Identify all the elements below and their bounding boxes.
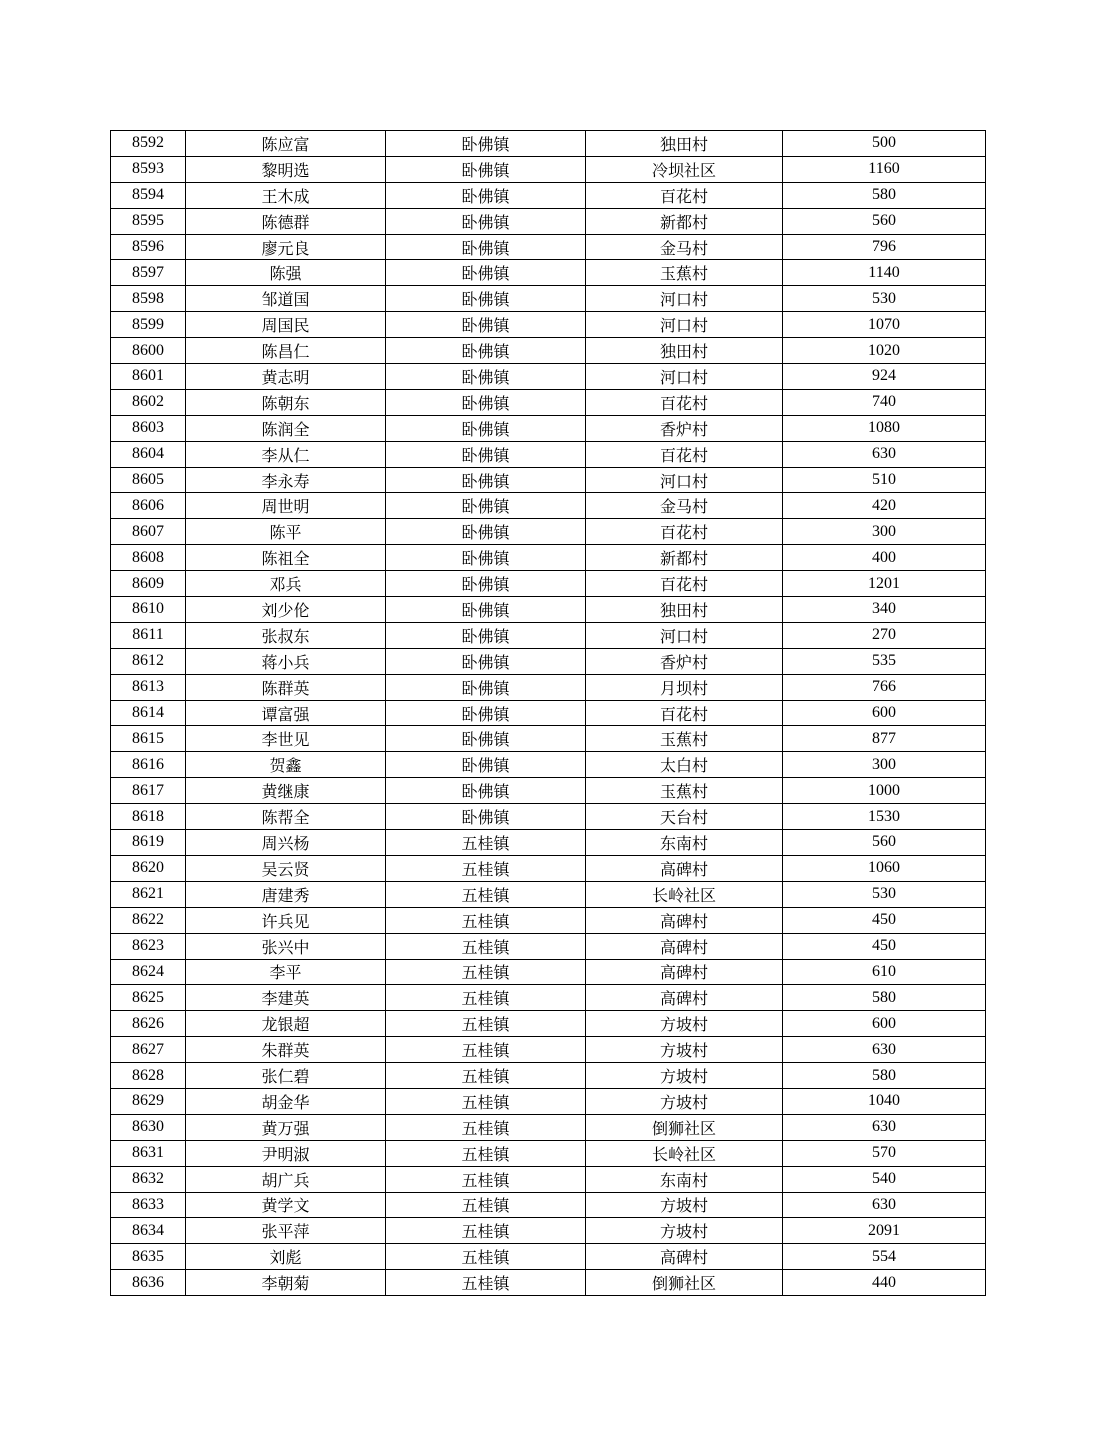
cell-id: 8615 [111,726,186,752]
cell-name: 贺鑫 [186,752,386,778]
cell-town: 卧佛镇 [386,389,586,415]
cell-village: 高碑村 [586,959,783,985]
cell-name: 陈群英 [186,674,386,700]
cell-amount: 766 [783,674,986,700]
cell-id: 8606 [111,493,186,519]
cell-id: 8632 [111,1166,186,1192]
cell-name: 陈昌仁 [186,338,386,364]
cell-town: 五桂镇 [386,985,586,1011]
cell-id: 8616 [111,752,186,778]
cell-amount: 580 [783,182,986,208]
cell-amount: 630 [783,1192,986,1218]
table-row [111,1011,986,1037]
cell-id: 8624 [111,959,186,985]
table-row [111,571,986,597]
table-row [111,752,986,778]
cell-village: 东南村 [586,830,783,856]
table-row [111,648,986,674]
cell-town: 五桂镇 [386,933,586,959]
table-row [111,1037,986,1063]
cell-village: 玉蕉村 [586,726,783,752]
cell-town: 卧佛镇 [386,752,586,778]
cell-name: 周世明 [186,493,386,519]
cell-amount: 450 [783,933,986,959]
cell-town: 卧佛镇 [386,700,586,726]
cell-town: 卧佛镇 [386,234,586,260]
cell-town: 卧佛镇 [386,571,586,597]
cell-name: 朱群英 [186,1037,386,1063]
cell-amount: 530 [783,286,986,312]
cell-town: 五桂镇 [386,1114,586,1140]
cell-village: 高碑村 [586,985,783,1011]
cell-id: 8635 [111,1244,186,1270]
cell-village: 天台村 [586,804,783,830]
cell-village: 倒狮社区 [586,1270,783,1296]
cell-town: 五桂镇 [386,907,586,933]
cell-town: 卧佛镇 [386,622,586,648]
cell-village: 倒狮社区 [586,1114,783,1140]
table-row [111,338,986,364]
cell-id: 8592 [111,131,186,157]
table-row [111,1063,986,1089]
table-row [111,907,986,933]
cell-town: 五桂镇 [386,1063,586,1089]
cell-name: 李永寿 [186,467,386,493]
cell-amount: 300 [783,752,986,778]
cell-village: 独田村 [586,338,783,364]
cell-village: 独田村 [586,597,783,623]
cell-amount: 2091 [783,1218,986,1244]
table-row [111,933,986,959]
table-row [111,1244,986,1270]
cell-village: 百花村 [586,441,783,467]
table-row [111,519,986,545]
cell-id: 8621 [111,881,186,907]
cell-name: 李世见 [186,726,386,752]
table-row [111,260,986,286]
cell-town: 五桂镇 [386,1088,586,1114]
cell-name: 刘彪 [186,1244,386,1270]
cell-name: 陈强 [186,260,386,286]
cell-town: 卧佛镇 [386,364,586,390]
cell-town: 五桂镇 [386,855,586,881]
cell-town: 五桂镇 [386,1270,586,1296]
table-row [111,726,986,752]
table-row [111,1218,986,1244]
cell-village: 百花村 [586,700,783,726]
cell-name: 黎明选 [186,156,386,182]
roster-table [110,130,986,1296]
table-row [111,1088,986,1114]
table-row [111,1166,986,1192]
cell-name: 黄志明 [186,364,386,390]
cell-town: 五桂镇 [386,881,586,907]
cell-town: 卧佛镇 [386,804,586,830]
cell-name: 李建英 [186,985,386,1011]
cell-village: 冷坝社区 [586,156,783,182]
cell-village: 河口村 [586,286,783,312]
cell-village: 百花村 [586,389,783,415]
cell-id: 8633 [111,1192,186,1218]
table-row [111,364,986,390]
cell-amount: 1060 [783,855,986,881]
cell-amount: 877 [783,726,986,752]
cell-id: 8618 [111,804,186,830]
cell-amount: 510 [783,467,986,493]
cell-name: 陈帮全 [186,804,386,830]
cell-name: 周国民 [186,312,386,338]
cell-town: 五桂镇 [386,959,586,985]
cell-town: 卧佛镇 [386,208,586,234]
cell-amount: 796 [783,234,986,260]
cell-village: 方坡村 [586,1218,783,1244]
cell-id: 8594 [111,182,186,208]
table-row [111,700,986,726]
cell-name: 周兴杨 [186,830,386,856]
cell-id: 8622 [111,907,186,933]
table-row [111,674,986,700]
cell-town: 卧佛镇 [386,519,586,545]
cell-name: 陈祖全 [186,545,386,571]
cell-name: 邓兵 [186,571,386,597]
cell-amount: 560 [783,208,986,234]
cell-town: 卧佛镇 [386,182,586,208]
cell-village: 香炉村 [586,415,783,441]
cell-town: 卧佛镇 [386,286,586,312]
cell-id: 8636 [111,1270,186,1296]
cell-town: 卧佛镇 [386,441,586,467]
cell-amount: 570 [783,1140,986,1166]
table-body [111,131,986,1296]
cell-town: 卧佛镇 [386,131,586,157]
table-row [111,312,986,338]
cell-name: 陈润全 [186,415,386,441]
table-row [111,830,986,856]
table-row [111,778,986,804]
cell-id: 8614 [111,700,186,726]
cell-amount: 340 [783,597,986,623]
cell-village: 河口村 [586,622,783,648]
cell-town: 卧佛镇 [386,545,586,571]
cell-village: 香炉村 [586,648,783,674]
cell-id: 8617 [111,778,186,804]
table-row [111,881,986,907]
cell-village: 玉蕉村 [586,260,783,286]
cell-name: 黄万强 [186,1114,386,1140]
cell-village: 方坡村 [586,1037,783,1063]
cell-town: 卧佛镇 [386,415,586,441]
table-row [111,804,986,830]
table-row [111,389,986,415]
cell-village: 高碑村 [586,1244,783,1270]
cell-name: 李平 [186,959,386,985]
cell-id: 8625 [111,985,186,1011]
cell-village: 河口村 [586,312,783,338]
cell-name: 蒋小兵 [186,648,386,674]
cell-town: 卧佛镇 [386,778,586,804]
cell-town: 五桂镇 [386,1037,586,1063]
table-row [111,234,986,260]
cell-town: 卧佛镇 [386,156,586,182]
cell-id: 8601 [111,364,186,390]
cell-town: 五桂镇 [386,1011,586,1037]
cell-town: 卧佛镇 [386,726,586,752]
cell-id: 8605 [111,467,186,493]
table-row [111,622,986,648]
table-row [111,208,986,234]
cell-id: 8612 [111,648,186,674]
cell-amount: 1080 [783,415,986,441]
cell-amount: 1140 [783,260,986,286]
cell-town: 卧佛镇 [386,260,586,286]
cell-name: 邹道国 [186,286,386,312]
cell-id: 8610 [111,597,186,623]
cell-amount: 610 [783,959,986,985]
cell-id: 8595 [111,208,186,234]
cell-name: 李朝菊 [186,1270,386,1296]
cell-id: 8631 [111,1140,186,1166]
cell-amount: 560 [783,830,986,856]
cell-id: 8597 [111,260,186,286]
cell-id: 8607 [111,519,186,545]
cell-name: 胡金华 [186,1088,386,1114]
cell-name: 陈朝东 [186,389,386,415]
cell-id: 8620 [111,855,186,881]
cell-name: 王木成 [186,182,386,208]
cell-id: 8608 [111,545,186,571]
cell-town: 五桂镇 [386,830,586,856]
table-row [111,855,986,881]
cell-name: 唐建秀 [186,881,386,907]
cell-id: 8629 [111,1088,186,1114]
cell-id: 8626 [111,1011,186,1037]
cell-town: 五桂镇 [386,1218,586,1244]
cell-village: 新都村 [586,545,783,571]
cell-village: 河口村 [586,364,783,390]
cell-amount: 1530 [783,804,986,830]
table-row [111,1192,986,1218]
cell-village: 百花村 [586,182,783,208]
cell-id: 8619 [111,830,186,856]
table-container [110,130,986,1296]
cell-name: 张兴中 [186,933,386,959]
cell-amount: 440 [783,1270,986,1296]
cell-amount: 600 [783,700,986,726]
table-row [111,985,986,1011]
cell-amount: 630 [783,1037,986,1063]
cell-village: 独田村 [586,131,783,157]
cell-amount: 1040 [783,1088,986,1114]
cell-id: 8634 [111,1218,186,1244]
cell-town: 卧佛镇 [386,312,586,338]
cell-id: 8628 [111,1063,186,1089]
cell-town: 五桂镇 [386,1244,586,1270]
cell-town: 五桂镇 [386,1166,586,1192]
cell-village: 河口村 [586,467,783,493]
cell-name: 张仁碧 [186,1063,386,1089]
cell-name: 黄学文 [186,1192,386,1218]
cell-village: 方坡村 [586,1011,783,1037]
cell-name: 黄继康 [186,778,386,804]
cell-id: 8611 [111,622,186,648]
cell-amount: 1070 [783,312,986,338]
cell-amount: 580 [783,1063,986,1089]
cell-id: 8630 [111,1114,186,1140]
cell-id: 8604 [111,441,186,467]
cell-amount: 630 [783,441,986,467]
cell-town: 卧佛镇 [386,648,586,674]
cell-amount: 1020 [783,338,986,364]
cell-amount: 740 [783,389,986,415]
table-row [111,493,986,519]
cell-id: 8600 [111,338,186,364]
cell-village: 新都村 [586,208,783,234]
cell-name: 陈应富 [186,131,386,157]
cell-village: 玉蕉村 [586,778,783,804]
cell-town: 卧佛镇 [386,597,586,623]
cell-amount: 924 [783,364,986,390]
table-row [111,467,986,493]
cell-amount: 420 [783,493,986,519]
table-row [111,597,986,623]
cell-village: 太白村 [586,752,783,778]
table-row [111,415,986,441]
cell-village: 高碑村 [586,855,783,881]
cell-village: 百花村 [586,519,783,545]
cell-amount: 400 [783,545,986,571]
cell-village: 方坡村 [586,1088,783,1114]
cell-village: 月坝村 [586,674,783,700]
cell-village: 金马村 [586,493,783,519]
cell-id: 8627 [111,1037,186,1063]
cell-amount: 535 [783,648,986,674]
cell-name: 陈平 [186,519,386,545]
cell-name: 刘少伦 [186,597,386,623]
cell-amount: 1201 [783,571,986,597]
cell-amount: 530 [783,881,986,907]
cell-amount: 270 [783,622,986,648]
cell-town: 五桂镇 [386,1192,586,1218]
cell-village: 高碑村 [586,907,783,933]
cell-name: 龙银超 [186,1011,386,1037]
cell-id: 8609 [111,571,186,597]
cell-id: 8623 [111,933,186,959]
cell-name: 吴云贤 [186,855,386,881]
cell-amount: 600 [783,1011,986,1037]
cell-name: 廖元良 [186,234,386,260]
cell-amount: 1160 [783,156,986,182]
cell-amount: 540 [783,1166,986,1192]
cell-amount: 1000 [783,778,986,804]
cell-name: 张叔东 [186,622,386,648]
cell-town: 卧佛镇 [386,493,586,519]
table-row [111,1270,986,1296]
cell-name: 陈德群 [186,208,386,234]
cell-amount: 500 [783,131,986,157]
table-row [111,131,986,157]
cell-village: 方坡村 [586,1063,783,1089]
cell-village: 长岭社区 [586,881,783,907]
table-row [111,959,986,985]
table-row [111,545,986,571]
cell-id: 8599 [111,312,186,338]
cell-village: 长岭社区 [586,1140,783,1166]
cell-village: 高碑村 [586,933,783,959]
cell-name: 胡广兵 [186,1166,386,1192]
cell-name: 谭富强 [186,700,386,726]
cell-id: 8602 [111,389,186,415]
cell-id: 8603 [111,415,186,441]
cell-amount: 580 [783,985,986,1011]
table-row [111,156,986,182]
cell-village: 百花村 [586,571,783,597]
cell-amount: 630 [783,1114,986,1140]
table-row [111,441,986,467]
cell-town: 卧佛镇 [386,338,586,364]
cell-village: 东南村 [586,1166,783,1192]
cell-town: 卧佛镇 [386,467,586,493]
cell-id: 8613 [111,674,186,700]
cell-name: 李从仁 [186,441,386,467]
table-row [111,286,986,312]
cell-amount: 554 [783,1244,986,1270]
cell-name: 尹明淑 [186,1140,386,1166]
cell-town: 卧佛镇 [386,674,586,700]
table-row [111,182,986,208]
table-row [111,1140,986,1166]
cell-amount: 450 [783,907,986,933]
cell-id: 8593 [111,156,186,182]
cell-id: 8596 [111,234,186,260]
cell-name: 许兵见 [186,907,386,933]
cell-village: 金马村 [586,234,783,260]
cell-town: 五桂镇 [386,1140,586,1166]
table-row [111,1114,986,1140]
cell-id: 8598 [111,286,186,312]
cell-name: 张平萍 [186,1218,386,1244]
cell-village: 方坡村 [586,1192,783,1218]
cell-amount: 300 [783,519,986,545]
